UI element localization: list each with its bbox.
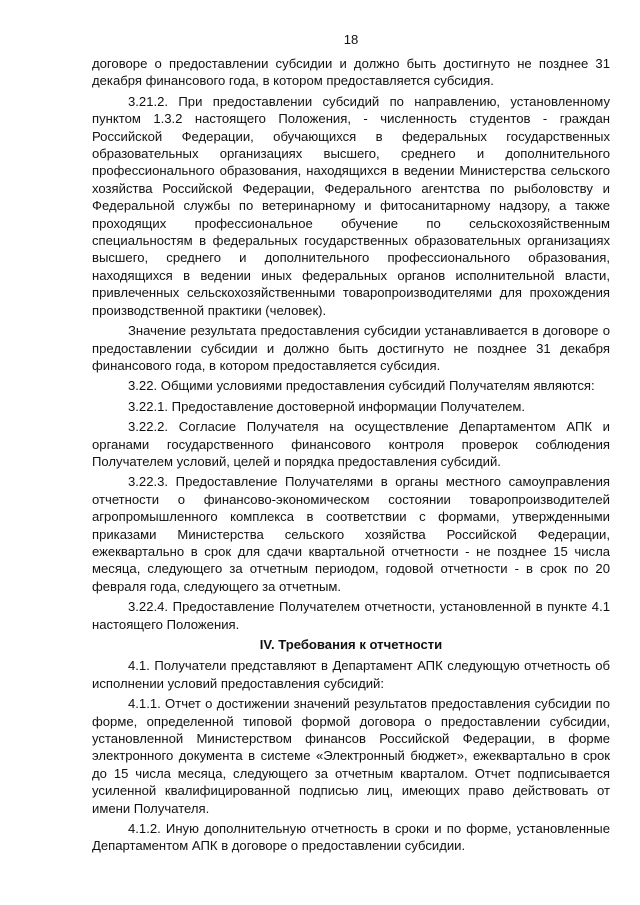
paragraph-3-22: 3.22. Общими условиями предоставления субсидий Получателям являются: [128, 378, 595, 394]
paragraph-3-22-4: 3.22.4. Предоставление Получателем отчетности, установленной в пункте 4.1 настоящего Положения. [92, 599, 610, 632]
paragraph-result-value: Значение результата предоставления субсидии устанавливается в договоре о предоставлении субсидии и должно быть достигнуто не позднее 31 декабря финансового года, в котором предоставляется субсидия. [92, 323, 610, 373]
paragraph-4-1: 4.1. Получатели представляют в Департамент АПК следующую отчетность об исполнении условий предоставления субсидий: [92, 658, 610, 691]
paragraph-4-1-1: 4.1.1. Отчет о достижении значений результатов предоставления субсидии по форме, определенной типовой формой договора о предоставлении субсидии, установленной Министерством финансов Российской Федерации, в форме электронного документа в системе «Электронный бюджет», ежеквартально в срок до 15 числа месяца, следующего за отчетным кварталом. Отчет подписывается усиленной квалифицированной подписью лиц, имеющих право действовать от имени Получателя. [92, 696, 610, 816]
paragraph-3-22-2: 3.22.2. Согласие Получателя на осуществление Департаментом АПК и органами государственного финансового контроля проверок соблюдения Получателем условий, целей и порядка предоставления субсидий. [92, 419, 610, 469]
paragraph-continuation: договоре о предоставлении субсидии и должно быть достигнуто не позднее 31 декабря финансового года, в котором предоставляется субсидия. [92, 56, 610, 89]
section-heading: IV. Требования к отчетности [259, 637, 443, 652]
document-body [92, 55, 610, 858]
paragraph-3-21-2: 3.21.2. При предоставлении субсидий по направлению, установленному пунктом 1.3.2 настоящего Положения, - численность студентов - граждан Российской Федерации, обучающихся в федеральных государственных образовательных организациях высшего, среднего и дополнительного профессионального образования, находящихся в ведении Министерства сельского хозяйства Российской Федерации, Федерального агентства по рыболовству и Федеральной службы по ветеринарному и фитосанитарному надзору, а также проходящих профессиональное обучение по сельскохозяйственным специальностям в федеральных государственных образовательных организациях высшего, среднего и дополнительного профессионального образования, находящихся в ведении иных федеральных органов исполнительной власти, привлеченных сельскохозяйственными товаропроизводителями для прохождения производственной практики (человек). [92, 93, 610, 318]
paragraph-3-22-1: 3.22.1. Предоставление достоверной информации Получателем. [128, 398, 526, 414]
page-number: 18 [343, 32, 359, 47]
paragraph-4-1-2: 4.1.2. Иную дополнительную отчетность в сроки и по форме, установленные Департаментом АПК в договоре о предоставлении субсидии. [92, 821, 610, 854]
paragraph-3-22-3: 3.22.3. Предоставление Получателями в органы местного самоуправления отчетности о финансово-экономическом состоянии товаропроизводителей агропромышленного комплекса в соответствии с формами, утвержденными приказами Министерства сельского хозяйства Российской Федерации, ежеквартально в срок для сдачи квартальной отчетности - не позднее 15 числа месяца, следующего за отчетным периодом, годовой отчетности - в срок по 20 февраля года, следующего за отчетным. [92, 474, 610, 594]
